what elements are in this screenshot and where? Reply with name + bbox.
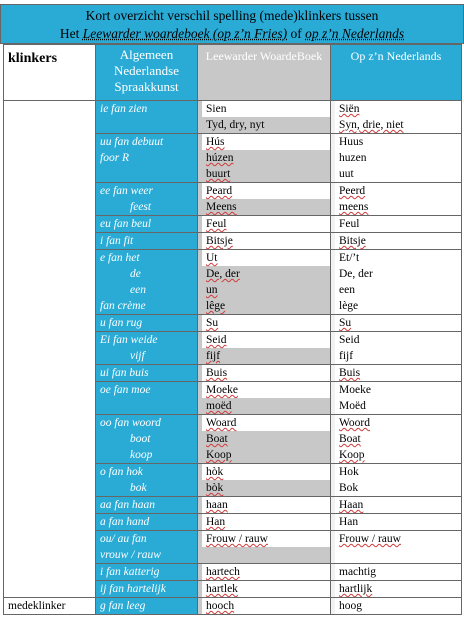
leewarder-word: Woard bbox=[202, 415, 330, 431]
nederlands-word: fijf bbox=[335, 348, 461, 364]
nederlands-cell bbox=[331, 514, 462, 531]
nederlands-word: een bbox=[335, 282, 461, 298]
vowel-label bbox=[96, 598, 198, 615]
nederlands-cell bbox=[331, 531, 462, 564]
vowel-label bbox=[96, 183, 198, 216]
vowel-label-line: e fan het bbox=[100, 252, 140, 264]
side-column bbox=[4, 101, 96, 598]
leewarder-word: hartech bbox=[202, 564, 330, 580]
nederlands-word: Peerd bbox=[335, 183, 461, 199]
leewarder-word: húzen bbox=[206, 152, 234, 164]
nederlands-word: Han bbox=[335, 514, 461, 530]
nederlands-word: Et/’t bbox=[335, 250, 461, 266]
vowel-label bbox=[96, 464, 198, 497]
vowel-label bbox=[96, 332, 198, 365]
vowel-label-line: foor R bbox=[100, 152, 130, 164]
vowel-label-line: oe fan moe bbox=[100, 384, 151, 396]
nederlands-cell bbox=[331, 183, 462, 216]
leewarder-cell bbox=[198, 581, 331, 598]
nederlands-word: Hok bbox=[335, 464, 461, 480]
leewarder-cell bbox=[198, 531, 331, 564]
nederlands-cell bbox=[331, 216, 462, 233]
leewarder-word: Buis bbox=[202, 365, 330, 381]
leewarder-word: moëd bbox=[206, 400, 232, 412]
header-nederlands: Op z’n Nederlands bbox=[331, 45, 462, 101]
vowel-label-line: koop bbox=[130, 449, 153, 461]
nederlands-cell bbox=[331, 233, 462, 250]
vowel-label-line: ui fan buis bbox=[100, 367, 149, 379]
leewarder-word: Han bbox=[202, 514, 330, 530]
nederlands-cell bbox=[331, 581, 462, 598]
leewarder-word: un bbox=[206, 284, 218, 296]
vowel-label-line: ee fan weer bbox=[100, 185, 154, 197]
nederlands-word: Moëd bbox=[335, 398, 461, 414]
leewarder-cell bbox=[198, 315, 331, 332]
nederlands-cell bbox=[331, 134, 462, 183]
leewarder-cell bbox=[198, 250, 331, 315]
vowel-label-line: a fan hand bbox=[100, 516, 150, 528]
table-row bbox=[4, 101, 462, 134]
nederlands-word: machtig bbox=[335, 564, 461, 580]
leewarder-word: hòk bbox=[202, 464, 330, 480]
nederlands-word: Seid bbox=[335, 332, 461, 348]
nederlands-word: huzen bbox=[335, 150, 461, 166]
nederlands-word: Siën bbox=[335, 101, 461, 117]
leewarder-word: Hús bbox=[202, 134, 330, 150]
leewarder-word: Ut bbox=[202, 250, 330, 266]
leewarder-word: Moeke bbox=[202, 382, 330, 398]
nederlands-word: Huus bbox=[335, 134, 461, 150]
leewarder-word bbox=[202, 547, 330, 563]
nederlands-word: Su bbox=[335, 315, 461, 331]
leewarder-cell bbox=[198, 415, 331, 464]
nederlands-word: Koop bbox=[335, 447, 461, 463]
leewarder-cell bbox=[198, 598, 331, 615]
nederlands-cell bbox=[331, 315, 462, 332]
leewarder-word: fijf bbox=[206, 350, 221, 362]
vowel-label-line: de bbox=[130, 268, 141, 280]
vowel-label-line: ie fan zien bbox=[100, 103, 148, 115]
nederlands-word: Bok bbox=[335, 480, 461, 496]
vowel-label bbox=[96, 365, 198, 382]
vowel-label bbox=[96, 382, 198, 415]
nederlands-word: hartlijk bbox=[335, 581, 461, 597]
nederlands-cell bbox=[331, 415, 462, 464]
leewarder-word: Koop bbox=[206, 449, 232, 461]
leewarder-cell bbox=[198, 101, 331, 134]
nederlands-word: Haan bbox=[335, 497, 461, 513]
leewarder-word: Sien bbox=[202, 101, 330, 117]
vowel-label-line: i fan fit bbox=[100, 235, 134, 247]
nederlands-word: Bitsje bbox=[335, 233, 461, 249]
leewarder-word: Boat bbox=[206, 433, 228, 445]
nederlands-cell bbox=[331, 598, 462, 615]
table-header-row bbox=[4, 45, 462, 101]
nederlands-word: Syn, drie, niet bbox=[335, 117, 461, 133]
vowel-label bbox=[96, 216, 198, 233]
leewarder-cell bbox=[198, 382, 331, 415]
nederlands-word: lège bbox=[335, 298, 461, 314]
nederlands-word: hoog bbox=[335, 598, 461, 614]
leewarder-cell bbox=[198, 564, 331, 581]
nederlands-word: uut bbox=[335, 166, 461, 182]
nederlands-word: De, der bbox=[335, 266, 461, 282]
title-line-2: Het Leewarder woardeboek (op z’n Fries) of op z’n Nederlands bbox=[59, 26, 405, 41]
vowel-label-line: eu fan beul bbox=[100, 218, 152, 230]
vowel-label bbox=[96, 531, 198, 564]
vowel-label-line: vrouw / rauw bbox=[100, 549, 161, 561]
vowel-label bbox=[96, 514, 198, 531]
vowel-label bbox=[96, 101, 198, 134]
leewarder-word: Tyd, dry, nyt bbox=[206, 119, 265, 131]
leewarder-cell bbox=[198, 497, 331, 514]
leewarder-word: Feul bbox=[202, 216, 330, 232]
leewarder-word: Meens bbox=[206, 201, 237, 213]
nederlands-word: Frouw / rauw bbox=[335, 531, 461, 547]
leewarder-word: Su bbox=[202, 315, 330, 331]
nederlands-word: Feul bbox=[335, 216, 461, 232]
nederlands-cell bbox=[331, 250, 462, 315]
vowel-label-line: i fan katterig bbox=[100, 566, 160, 578]
nederlands-word: meens bbox=[335, 199, 461, 215]
vowel-label-line: oo fan woord bbox=[100, 417, 161, 429]
leewarder-word: De, der bbox=[206, 268, 240, 280]
nederlands-word: Boat bbox=[335, 431, 461, 447]
vowel-label-line: u fan rug bbox=[100, 317, 143, 329]
leewarder-word: hooch bbox=[202, 598, 330, 614]
nederlands-word: Moeke bbox=[335, 382, 461, 398]
vowel-label-line: aa fan haan bbox=[100, 499, 155, 511]
document-title bbox=[0, 4, 464, 44]
nederlands-cell bbox=[331, 497, 462, 514]
leewarder-cell bbox=[198, 183, 331, 216]
leewarder-word: lêge bbox=[206, 300, 226, 312]
vowel-label bbox=[96, 497, 198, 514]
leewarder-cell bbox=[198, 233, 331, 250]
vowel-label-line: ij fan hartelijk bbox=[100, 583, 166, 595]
vowel-label bbox=[96, 315, 198, 332]
vowel-label bbox=[96, 250, 198, 315]
leewarder-word: buurt bbox=[206, 168, 231, 180]
nederlands-cell bbox=[331, 464, 462, 497]
vowel-label-line: fan crème bbox=[100, 300, 146, 312]
vowel-label-line: bok bbox=[130, 482, 147, 494]
vowel-label bbox=[96, 581, 198, 598]
leewarder-word: Seid bbox=[202, 332, 330, 348]
header-leewarder: Leewarder WoardeBoek bbox=[198, 45, 331, 101]
header-klinkers: klinkers bbox=[4, 45, 96, 101]
vowel-label-line: g fan leeg bbox=[100, 600, 146, 612]
vowel-label bbox=[96, 134, 198, 183]
leewarder-word: Bitsje bbox=[202, 233, 330, 249]
header-ans: Algemeen Nederlandse Spraakkunst bbox=[96, 45, 198, 101]
title-line-1: Kort overzicht verschil spelling (mede)klinkers tussen bbox=[85, 8, 379, 23]
leewarder-word: bòk bbox=[206, 482, 224, 494]
vowel-label bbox=[96, 415, 198, 464]
vowel-label-line: boot bbox=[130, 433, 151, 445]
leewarder-word: Peard bbox=[202, 183, 330, 199]
leewarder-cell bbox=[198, 332, 331, 365]
table-row bbox=[4, 598, 462, 615]
leewarder-cell bbox=[198, 464, 331, 497]
nederlands-cell bbox=[331, 564, 462, 581]
nederlands-word bbox=[335, 547, 461, 563]
nederlands-cell bbox=[331, 382, 462, 415]
leewarder-cell bbox=[198, 514, 331, 531]
vowel-label-line: Ei fan weide bbox=[100, 334, 158, 346]
leewarder-cell bbox=[198, 365, 331, 382]
nederlands-cell bbox=[331, 332, 462, 365]
vowel-label-line: o fan hok bbox=[100, 466, 143, 478]
vowel-label-line: uu fan debuut bbox=[100, 136, 164, 148]
vowel-label-line: ou/ au fan bbox=[100, 533, 147, 545]
leewarder-cell bbox=[198, 134, 331, 183]
leewarder-word: hartlek bbox=[202, 581, 330, 597]
vowel-label-line: vijf bbox=[130, 350, 145, 362]
nederlands-cell bbox=[331, 365, 462, 382]
vowel-label bbox=[96, 233, 198, 250]
vowel-label-line: feest bbox=[130, 201, 152, 213]
vowel-label bbox=[96, 564, 198, 581]
nederlands-word: Woord bbox=[335, 415, 461, 431]
leewarder-word: haan bbox=[202, 497, 330, 513]
nederlands-cell bbox=[331, 101, 462, 134]
side-label-medeklinker: medeklinker bbox=[4, 598, 96, 615]
spelling-table bbox=[3, 44, 462, 615]
vowel-label-line: een bbox=[130, 284, 146, 296]
leewarder-word: Frouw / rauw bbox=[202, 531, 330, 547]
leewarder-cell bbox=[198, 216, 331, 233]
nederlands-word: Buis bbox=[335, 365, 461, 381]
